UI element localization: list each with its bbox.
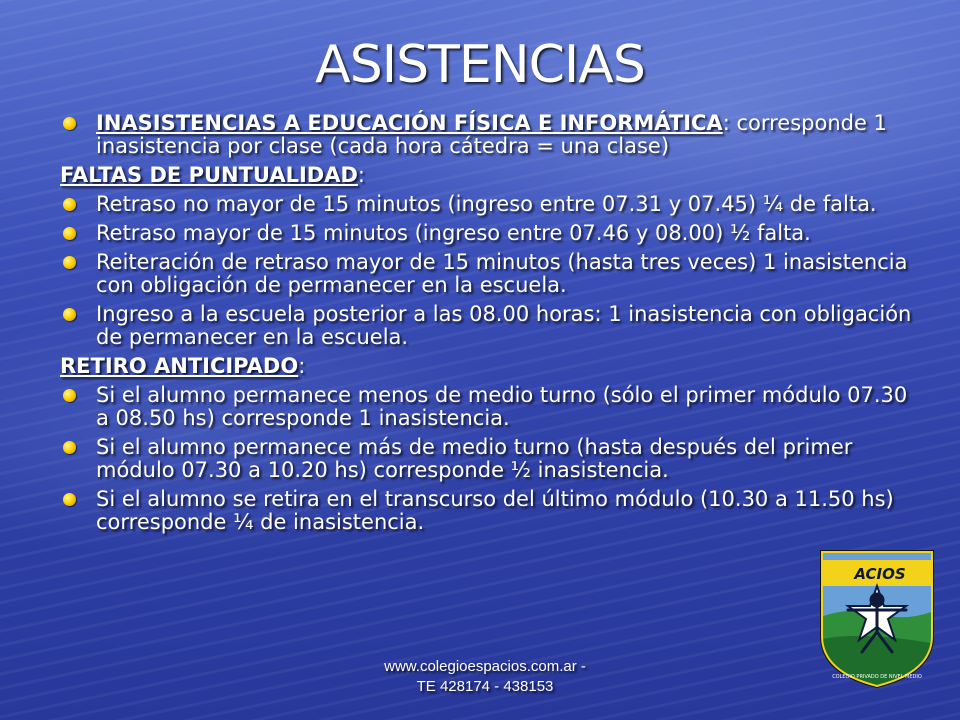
bullet-icon <box>63 441 76 454</box>
list-item <box>60 222 920 245</box>
logo-banner-text: ACIOS <box>854 565 906 583</box>
item-text: Reiteración de retraso mayor de 15 minutos (hasta tres veces) 1 inasistencia con obligación de permanecer en la escuela. <box>96 250 908 297</box>
bullet-icon <box>63 389 76 402</box>
item-text: : corresponde 1 inasistencia por clase (cada hora cátedra = una clase) <box>96 111 887 158</box>
bullet-icon <box>63 227 76 240</box>
footer <box>300 657 670 697</box>
item-text: Si el alumno se retira en el transcurso del último módulo (10.30 a 11.50 hs) corresponde ¼ de inasistencia. <box>96 487 894 534</box>
section-heading-colon: : <box>357 163 365 187</box>
bullet-icon <box>63 198 76 211</box>
item-text: Si el alumno permanece menos de medio turno (sólo el primer módulo 07.30 a 08.50 hs) corresponde 1 inasistencia. <box>96 383 908 430</box>
bullet-icon <box>63 308 76 321</box>
slide-content <box>60 112 920 540</box>
list-item <box>60 303 920 349</box>
list-item <box>60 251 920 297</box>
list-item <box>60 112 920 158</box>
footer-phone: TE 428174 - 438153 <box>416 678 554 695</box>
item-text: Retraso no mayor de 15 minutos (ingreso entre 07.31 y 07.45) ¼ de falta. <box>96 192 877 216</box>
footer-website: www.colegioespacios.com.ar - <box>384 658 586 675</box>
list-item <box>60 436 920 482</box>
bullet-icon <box>63 117 76 130</box>
section-heading-colon: : <box>298 354 306 378</box>
slide-title: ASISTENCIAS <box>315 35 645 95</box>
list-item <box>60 384 920 430</box>
bullet-icon <box>63 256 76 269</box>
item-text: Ingreso a la escuela posterior a las 08.00 horas: 1 inasistencia con obligación de permanecer en la escuela. <box>96 302 912 349</box>
logo-ring-text: COLEGIO PRIVADO DE NIVEL MEDIO <box>832 674 922 680</box>
section-heading <box>60 355 920 378</box>
section-heading <box>60 164 920 187</box>
list-item <box>60 193 920 216</box>
list-item <box>60 488 920 534</box>
section-heading-label: RETIRO ANTICIPADO <box>60 354 299 378</box>
item-heading: INASISTENCIAS A EDUCACIÓN FÍSICA E INFORMÁTICA <box>96 111 723 135</box>
section-heading-label: FALTAS DE PUNTUALIDAD <box>60 163 358 187</box>
bullet-icon <box>63 493 76 506</box>
school-crest-logo <box>818 548 936 688</box>
item-text: Retraso mayor de 15 minutos (ingreso entre 07.46 y 08.00) ½ falta. <box>96 221 811 245</box>
item-text: Si el alumno permanece más de medio turno (hasta después del primer módulo 07.30 a 10.20 hs) corresponde ½ inasistencia. <box>96 435 853 482</box>
